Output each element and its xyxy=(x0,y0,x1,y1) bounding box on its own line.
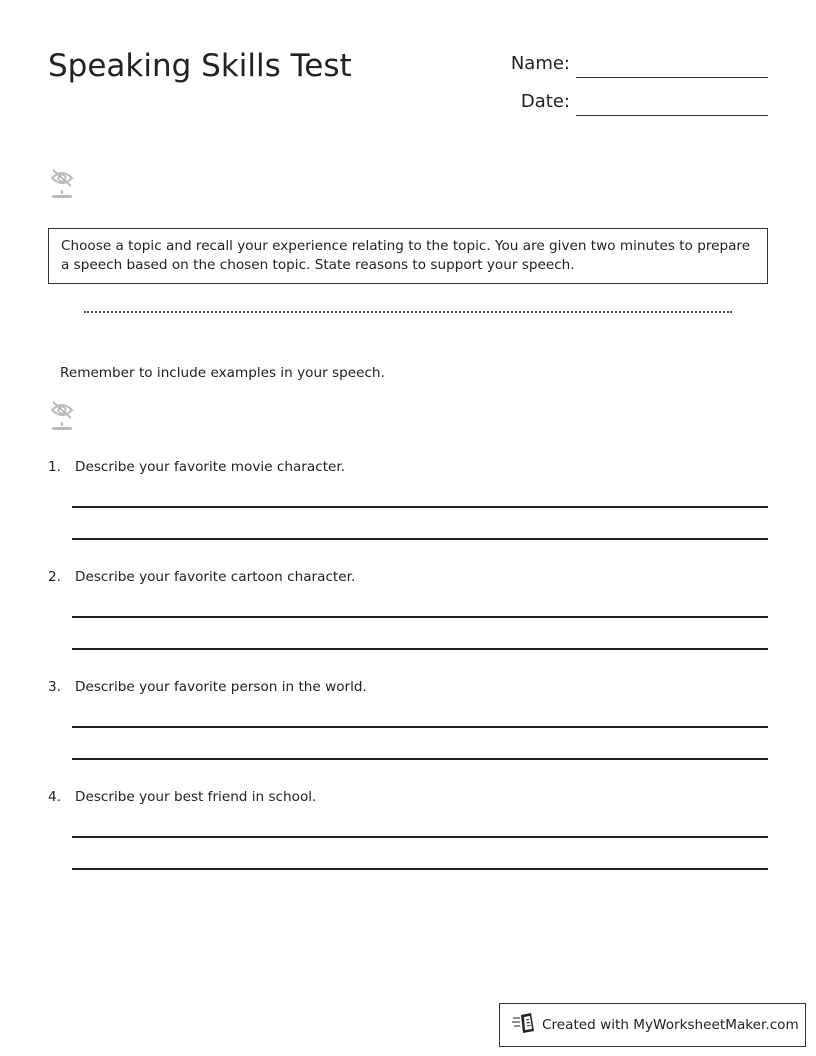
question-number: 1. xyxy=(48,459,61,475)
question-number: 2. xyxy=(48,569,61,585)
name-field-line[interactable] xyxy=(576,77,768,78)
date-field-line[interactable] xyxy=(576,115,768,116)
answer-line[interactable] xyxy=(72,758,768,760)
eye-slash-icon xyxy=(50,168,76,202)
question-text: Describe your favorite person in the world. xyxy=(75,679,367,695)
reminder-text: Remember to include examples in your speech. xyxy=(60,365,385,381)
question-number: 3. xyxy=(48,679,61,695)
worksheet-maker-logo-icon xyxy=(512,1012,536,1038)
footer-text: Created with MyWorksheetMaker.com xyxy=(542,1017,799,1033)
question-text: Describe your favorite movie character. xyxy=(75,459,346,475)
footer-credit[interactable] xyxy=(499,1003,806,1047)
instructions-text: Choose a topic and recall your experience relating to the topic. You are given two minutes to prepare a speech based on the chosen topic. State reasons to support your speech. xyxy=(61,238,751,273)
question-text: Describe your favorite cartoon character. xyxy=(75,569,356,585)
answer-line[interactable] xyxy=(72,616,768,618)
answer-line[interactable] xyxy=(72,538,768,540)
answer-line[interactable] xyxy=(72,868,768,870)
answer-line[interactable] xyxy=(72,726,768,728)
answer-line[interactable] xyxy=(72,836,768,838)
question-number: 4. xyxy=(48,789,61,805)
question-text: Describe your best friend in school. xyxy=(75,789,317,805)
name-label: Name: xyxy=(510,53,570,74)
eye-slash-icon xyxy=(50,400,76,434)
answer-line[interactable] xyxy=(72,506,768,508)
dotted-divider xyxy=(84,311,732,313)
instructions-box xyxy=(48,228,768,284)
page-title: Speaking Skills Test xyxy=(48,48,352,84)
answer-line[interactable] xyxy=(72,648,768,650)
date-label: Date: xyxy=(520,91,570,112)
